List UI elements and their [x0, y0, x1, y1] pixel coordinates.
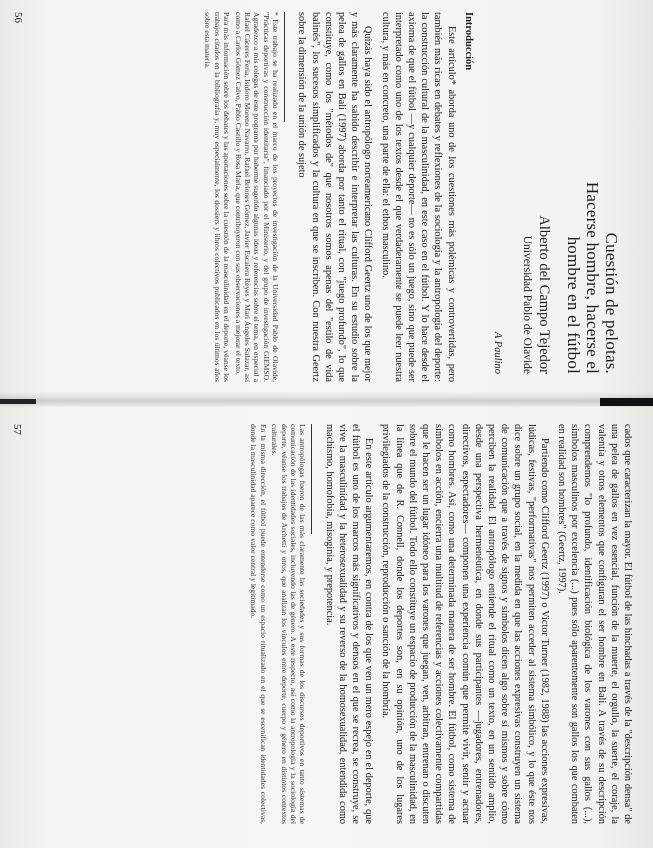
- dedication: A Paulino: [492, 331, 503, 374]
- body-paragraph: En este artículo argumentaremos, en contra de los que ven un mero espejo en el deporte, que el fútbol es uno de los marcos más significativos y densos en el que se recrea, se construye, se vive la masculinidad y la heterosexualidad y su reverso de la homosexualidad, entendida como machismo, homofobia, misoginia, y prepotencia.: [323, 424, 375, 824]
- spine-edge-mark: [600, 398, 653, 406]
- upper-page: [12, 12, 621, 382]
- body-paragraph: Este artículo* aborda uno de los cuestiones más polémicas y controvertidas, pero también más ricas en debates y reflexiones de la sociología y la antropología del deporte: la construcción cultural de la masculinidad, en este caso en el fútbol. Y lo hace desde el axioma de que el fútbol —y cualquier deporte— no es sólo un juego, sino que puede ser interpretado como uno de los textos desde el que verdaderamente se puede leer nuestra cultura, y más en concreto, una parte de ella: el ethos masculino.: [379, 12, 457, 382]
- footnote-rule: [284, 12, 285, 122]
- spine-edge-mark: [0, 399, 36, 404]
- footnote: En la misma dirección, el fútbol puede entenderse como un espacio ritualizado en el que se escenifican identidades colectivas, donde la masculinidad aparece como valor central y legitimado.: [249, 424, 268, 824]
- body-paragraph: Partiendo como Clifford Geertz (1997) o Victor Turner (1982, 1988) las acciones expresivas, lúdicas, festivas, "performativas" nos permiten acceder al sistema simbólico, y lo que éste nos dice sobre un grupo social, en la medida en que las acciones expresivas construyen un sistema de comunicación que a través de signos y símbolos dicen algo sobre sí mismos y sobre cómo perciben la realidad. El antropólogo entiende el ritual como un texto, en un sentido amplio, desde una perspectiva hermenéutica, en donde sus participantes —jugadores, entrenadores, directivos, espectadores— componen una experiencia común que permite vivir, sentir y actuar como hombres. Así, como una determinada manera de ser hombre. El fútbol, como sistema de símbolos en acción, encierra una multitud de referencias y acciones colectivamente compartidas que le hacen ser un lugar idóneo para los varones que juegan, ven, arbitran, entrenan o discuten sobre el mundo del fútbol. Todo ello constituye un espacio de producción de la masculinidad, en la línea que de R. Connell, donde los deportes son, en su opinión, uno de los lugares privilegiados de la construcción, reproducción o sanción de la hombría.: [380, 424, 550, 824]
- article-title-line-3: hombre en el fútbol: [564, 236, 583, 374]
- book-spine-shadow: [0, 392, 653, 408]
- article-title-line-1: Cuestión de pelotas.: [602, 232, 621, 374]
- footnote: Las antropólogas fueron de las más claramente las sociedades y sus formas de los discursos deportivos en tanto sistemas de comunicación de las identidades sociales, incluyendo las de género. A este respecto, así como la antropología y la sociología del deporte, véanse los trabajos de Archetti y otros, que analizan los vínculos entre deporte, cuerpo y género en distintos contextos culturales.: [270, 424, 308, 824]
- section-heading: Introducción: [462, 12, 474, 71]
- body-paragraph: cados que caracterizan la mayor. El fútbol de las hinchadas a través de la "descripción densa" de una pelea de gallos en vez esencial, función de la muerte, el orgullo, la suerte, el coraje, la valentía y otros elementos que configuran el ser hombre en Bali. A través de su descripción comprendemos "lo profundo, identificación biológica de los varones con sus gallos (...), símbolos masculinos por excelencia (...) pues sólo aparentemente son gallos los que combaten en realidad son hombres" (Geertz, 1997).: [555, 424, 633, 824]
- footnote: Para más información sobre los debates y las aportaciones sobre la cuestión de la masculinidad en el deporte, véanse los trabajos citados en la bibliografía y, muy especialmente, los dossiers y libros colectivos publicados en los últimos años sobre esta materia.: [203, 12, 232, 382]
- page-number: 56: [12, 12, 25, 23]
- author-affiliation: Universidad Pablo de Olavide: [521, 235, 533, 374]
- author-name: Alberto del Campo Tejedor: [536, 215, 552, 374]
- article-title-line-2: Hacerse hombre, hacerse el: [583, 181, 602, 374]
- lower-page: [11, 424, 638, 824]
- body-paragraph: Quizás haya sido el antropólogo norteamericano Clifford Geertz uno de los que mejor y más claramente ha sabido describir e interpretar las culturas. En su estudio sobre la pelea de gallos en Bali (1997) aborda por tanto el ritual, con "juego profundo", lo que constituye, como los "métodos de" que nosotros somos apenas del "estilo de vida balinés", los sucesos simplificados y la cultura en que se inscriben. Con nuestra Geertz sobre la dimensión de la unión de sujeto: [296, 12, 374, 382]
- article-title-block: [491, 12, 621, 382]
- page-number: 57: [11, 424, 24, 435]
- footnote-rule: [311, 424, 312, 534]
- footnote: * Este trabajo se ha realizado en el marco de los proyectos de investigación de la Universidad Pablo de Olavide, "Prácticas deportivas y construcción identitaria", financiado por el Ministerio, y del grupo de investigación GIEMSO. Agradezco a mis colegas de este programa por haberme sugerido algunas ideas y referencias sobre el tema, en especial a Rafael Cáceres Feria, Isidoro Moreno Navarro, Rafael Briones Gómez, Javier Escalera Reyes y Mari Ángeles Salazar, así como a Carlos Gómez Calvo, Pablo Castillo y Rosa María, que contribuyeron con sus observaciones a mejorar el texto.: [233, 12, 281, 382]
